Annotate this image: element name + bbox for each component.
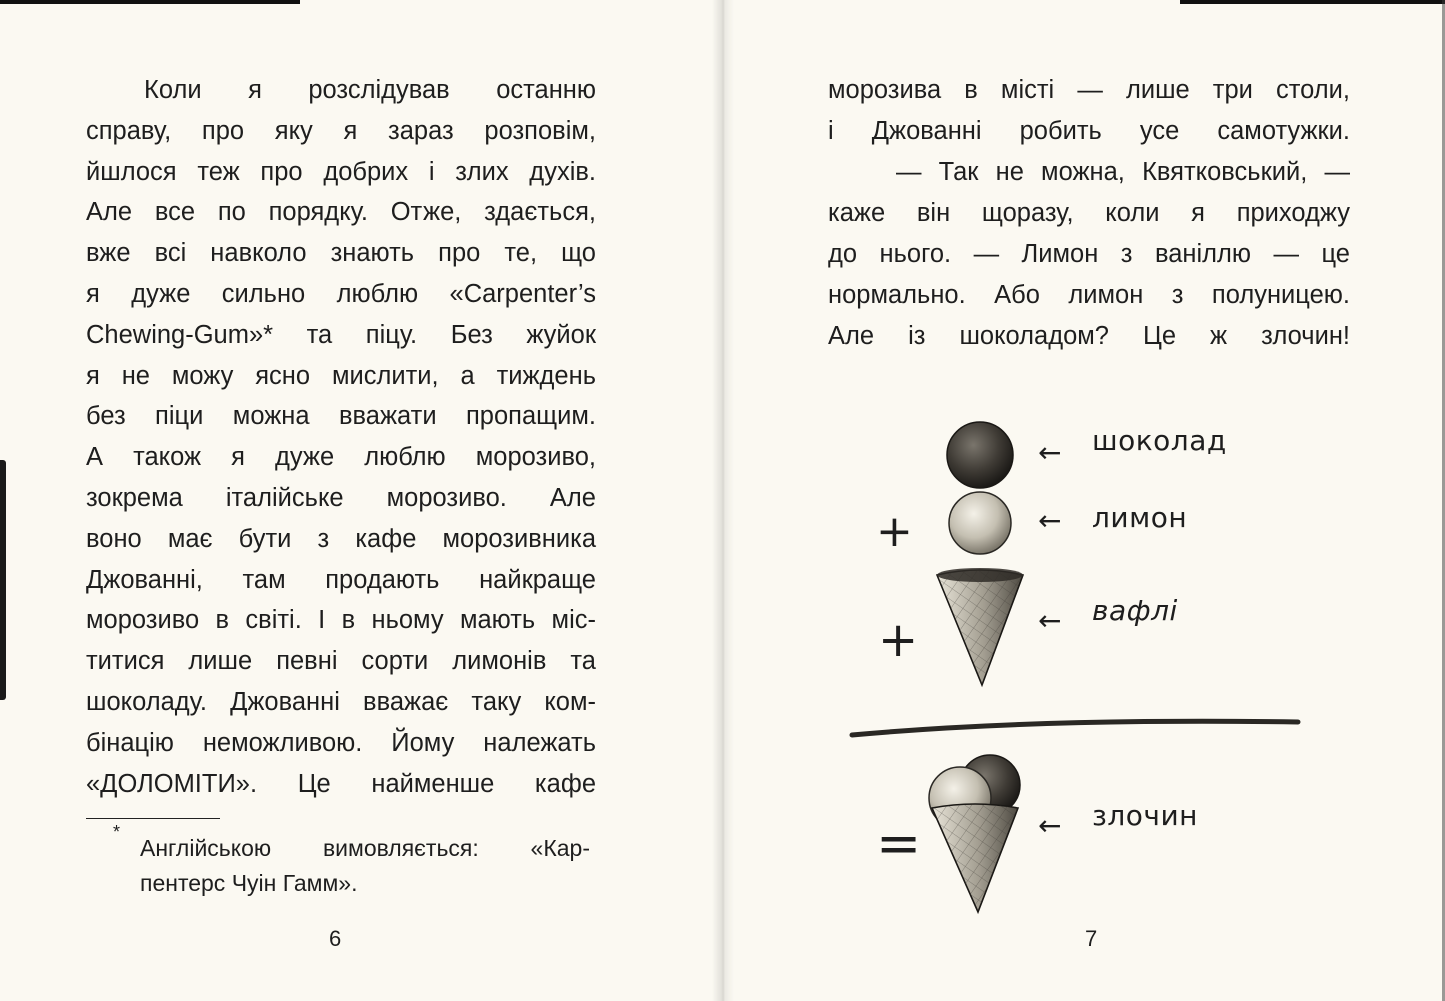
lemon-scoop	[949, 492, 1011, 554]
text-line: — Так не можна, Квятковський, —	[896, 158, 1350, 186]
chocolate-scoop	[947, 422, 1013, 488]
equals-sign: =	[876, 812, 922, 875]
label-chocolate: шоколад	[1092, 424, 1227, 457]
left-page-text	[86, 70, 596, 804]
text-line: справу, про яку я зараз розповім,	[86, 116, 596, 145]
footnote-mark: *	[113, 822, 121, 842]
text-line: йшлося теж про добрих і злих духів.	[86, 157, 596, 186]
book-gutter	[712, 0, 734, 1001]
text-line: я не можу ясно мислити, а тиждень	[86, 361, 596, 390]
text-line: титися лише певні сорти лимонів та	[86, 647, 596, 676]
text-line: морозива в місті — лише три столи,	[828, 76, 1350, 104]
sum-line	[852, 721, 1298, 735]
top-edge-shadow-right	[1180, 0, 1445, 4]
text-line: зокрема італійське морозиво. Але	[86, 483, 596, 512]
footnote-line: пентерс Чуін Гамм».	[140, 870, 358, 896]
text-line: нормально. Або лимон з полуницею.	[828, 281, 1350, 309]
top-edge-shadow	[0, 0, 300, 4]
label-waffle: вафлі	[1092, 594, 1178, 627]
plus-sign-1: +	[876, 506, 914, 557]
text-line: до нього. — Лимон з ваніллю — це	[828, 240, 1350, 268]
text-line: Chewing-Gum»* та піцу. Без жуйок	[86, 320, 596, 349]
arrow-crime: ←	[1038, 809, 1062, 842]
text-line: без піци можна вважати пропащим.	[86, 402, 596, 431]
footnote-line: Англійською вимовляється: «Кар-	[140, 835, 590, 861]
label-crime: злочин	[1092, 799, 1198, 832]
text-line: воно має бути з кафе морозивника	[86, 524, 596, 553]
ice-cream-illustration	[840, 400, 1320, 940]
text-line: Але все по порядку. Отже, здається,	[86, 198, 596, 227]
text-line: морозиво в світі. І в ньому мають міс-	[86, 606, 596, 635]
left-edge-shadow	[0, 460, 6, 700]
result-cone	[929, 755, 1020, 912]
text-line: і Джованні робить усе самотужки.	[828, 117, 1350, 145]
text-line: я дуже сильно люблю «Carpenter’s	[86, 279, 596, 308]
text-line: Коли я розслідував останню	[144, 76, 596, 104]
arrow-lemon: ←	[1038, 504, 1062, 537]
label-lemon: лимон	[1092, 501, 1188, 534]
arrow-waffle: ←	[1038, 604, 1062, 637]
text-line: Але із шоколадом? Це ж злочин!	[828, 322, 1350, 350]
waffle-cone	[937, 568, 1023, 685]
page-number-left: 6	[329, 926, 342, 951]
right-page-text	[828, 70, 1350, 357]
arrow-chocolate: ←	[1038, 436, 1062, 469]
page-number-right: 7	[1085, 926, 1098, 951]
text-line: «ДОЛОМІТИ». Це найменше кафе	[86, 769, 596, 798]
text-line: бінацію неможливою. Йому належать	[86, 728, 596, 757]
plus-sign-2: +	[878, 612, 919, 668]
text-line: Джованні, там продають найкраще	[86, 565, 596, 594]
footnote-rule	[86, 818, 220, 819]
text-line: каже він щоразу, коли я приходжу	[828, 199, 1350, 227]
text-line: вже всі навколо знають про те, що	[86, 239, 596, 268]
footnote	[140, 831, 590, 901]
text-line: А також я дуже люблю морозиво,	[86, 443, 596, 472]
text-line: шоколаду. Джованні вважає таку ком-	[86, 687, 596, 716]
